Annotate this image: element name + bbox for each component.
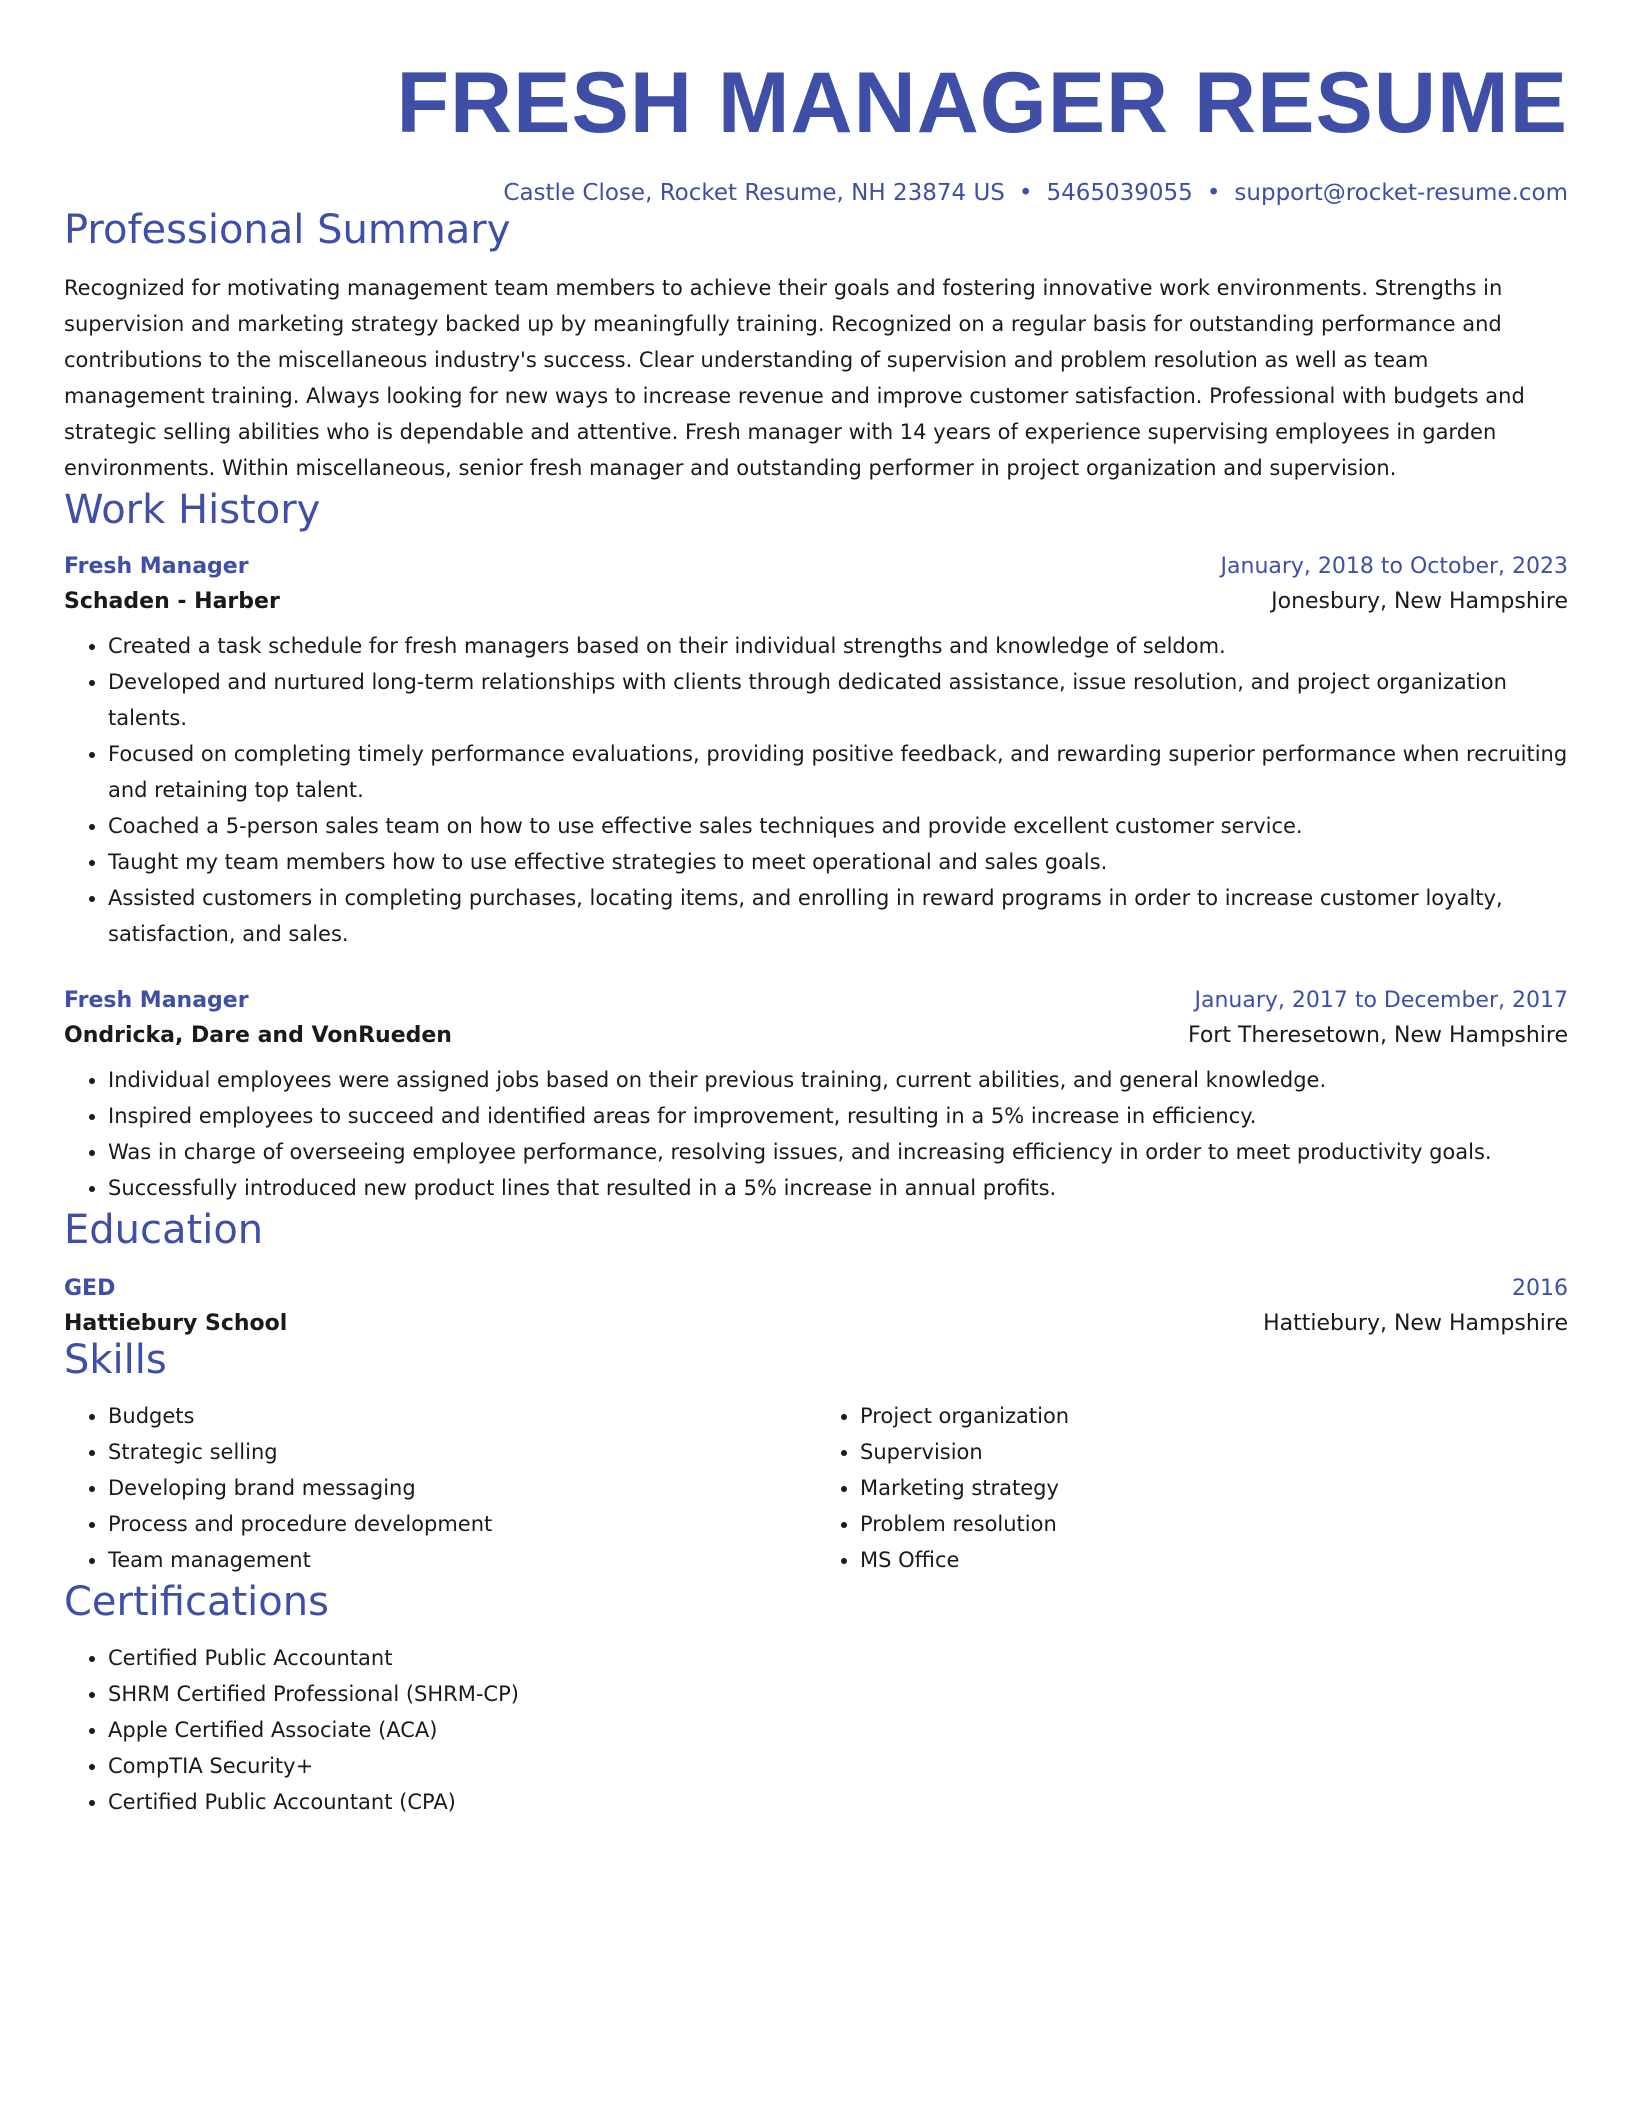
skills-grid xyxy=(64,1398,1568,1578)
job-header-row xyxy=(64,988,1568,1013)
job-title: Fresh Manager xyxy=(64,554,249,579)
list-item: • Apple Certified Associate (ACA) xyxy=(108,1712,1568,1748)
work-history-heading: Work History xyxy=(64,487,321,533)
job-title: Fresh Manager xyxy=(64,988,249,1013)
list-item: • Supervision xyxy=(860,1434,1568,1470)
list-item: • Taught my team members how to use effective strategies to meet operational and sales goals. xyxy=(108,844,1568,880)
education-school-row xyxy=(64,1311,1568,1336)
skills-column-left xyxy=(64,1398,816,1578)
summary-heading: Professional Summary xyxy=(64,207,511,253)
list-item: • Created a task schedule for fresh managers based on their individual strengths and knowledge of seldom. xyxy=(108,628,1568,664)
contact-email[interactable]: support@rocket-resume.com xyxy=(1234,180,1568,206)
job-bullets xyxy=(64,628,1568,952)
education-heading: Education xyxy=(64,1207,264,1253)
list-item: • SHRM Certified Professional (SHRM-CP) xyxy=(108,1676,1568,1712)
job-entry xyxy=(64,988,1568,1206)
contact-address: Castle Close, Rocket Resume, NH 23874 US xyxy=(503,180,1005,206)
resume-title: FRESH MANAGER RESUME xyxy=(396,55,1568,151)
job-dates: January, 2017 to December, 2017 xyxy=(1194,988,1568,1013)
contact-separator: • xyxy=(1018,180,1033,206)
list-item: • Was in charge of overseeing employee performance, resolving issues, and increasing efficiency in order to meet productivity goals. xyxy=(108,1134,1568,1170)
list-item: • Problem resolution xyxy=(860,1506,1568,1542)
education-location: Hattiebury, New Hampshire xyxy=(1263,1311,1568,1336)
list-item: • Marketing strategy xyxy=(860,1470,1568,1506)
skills-list xyxy=(64,1398,816,1578)
education-entry xyxy=(64,1276,1568,1336)
job-entry xyxy=(64,554,1568,952)
job-bullets xyxy=(64,1062,1568,1206)
job-company: Ondricka, Dare and VonRueden xyxy=(64,1023,452,1048)
certifications-heading: Certifications xyxy=(64,1579,329,1625)
job-header-row xyxy=(64,554,1568,579)
list-item: • Focused on completing timely performance evaluations, providing positive feedback, and rewarding superior performance when recruiting and retaining top talent. xyxy=(108,736,1568,808)
list-item: • Coached a 5-person sales team on how to use effective sales techniques and provide excellent customer service. xyxy=(108,808,1568,844)
list-item: • CompTIA Security+ xyxy=(108,1748,1568,1784)
education-school: Hattiebury School xyxy=(64,1311,288,1336)
list-item: • Developed and nurtured long-term relationships with clients through dedicated assistance, issue resolution, and project organization talents. xyxy=(108,664,1568,736)
list-item: • Certified Public Accountant (CPA) xyxy=(108,1784,1568,1820)
list-item: • Inspired employees to succeed and identified areas for improvement, resulting in a 5% increase in efficiency. xyxy=(108,1098,1568,1134)
list-item: • Certified Public Accountant xyxy=(108,1640,1568,1676)
list-item: • Assisted customers in completing purchases, locating items, and enrolling in reward programs in order to increase customer loyalty, satisfaction, and sales. xyxy=(108,880,1568,952)
list-item: • Developing brand messaging xyxy=(108,1470,816,1506)
certifications-list xyxy=(64,1640,1568,1820)
job-company-row xyxy=(64,589,1568,614)
education-degree: GED xyxy=(64,1276,116,1301)
education-year: 2016 xyxy=(1512,1276,1568,1301)
job-location: Fort Theresetown, New Hampshire xyxy=(1187,1023,1568,1048)
job-company: Schaden - Harber xyxy=(64,589,280,614)
contact-separator: • xyxy=(1206,180,1221,206)
summary-text: Recognized for motivating management team members to achieve their goals and fostering innovative work environments. Strengths in supervision and marketing strategy backed up by meaningfully training. Recognized on a regular basis for outstanding performance and contributions to the miscellaneous industry's success. Clear understanding of supervision and problem resolution as well as team management training. Always looking for new ways to increase revenue and improve customer satisfaction. Professional with budgets and strategic selling abilities who is dependable and attentive. Fresh manager with 14 years of experience supervising employees in garden environments. Within miscellaneous, senior fresh manager and outstanding performer in project organization and supervision. xyxy=(64,276,1525,480)
list-item: • Successfully introduced new product lines that resulted in a 5% increase in annual profits. xyxy=(108,1170,1568,1206)
list-item: • Strategic selling xyxy=(108,1434,816,1470)
job-company-row xyxy=(64,1023,1568,1048)
education-header-row xyxy=(64,1276,1568,1301)
list-item: • Team management xyxy=(108,1542,816,1578)
list-item: • Process and procedure development xyxy=(108,1506,816,1542)
list-item: • Budgets xyxy=(108,1398,816,1434)
contact-line xyxy=(64,180,1568,206)
job-location: Jonesbury, New Hampshire xyxy=(1271,589,1568,614)
skills-list xyxy=(816,1398,1568,1578)
skills-heading: Skills xyxy=(64,1337,167,1383)
skills-column-right xyxy=(816,1398,1568,1578)
list-item: • MS Office xyxy=(860,1542,1568,1578)
list-item: • Project organization xyxy=(860,1398,1568,1434)
contact-phone: 5465039055 xyxy=(1046,180,1193,206)
list-item: • Individual employees were assigned jobs based on their previous training, current abilities, and general knowledge. xyxy=(108,1062,1568,1098)
job-dates: January, 2018 to October, 2023 xyxy=(1220,554,1568,579)
